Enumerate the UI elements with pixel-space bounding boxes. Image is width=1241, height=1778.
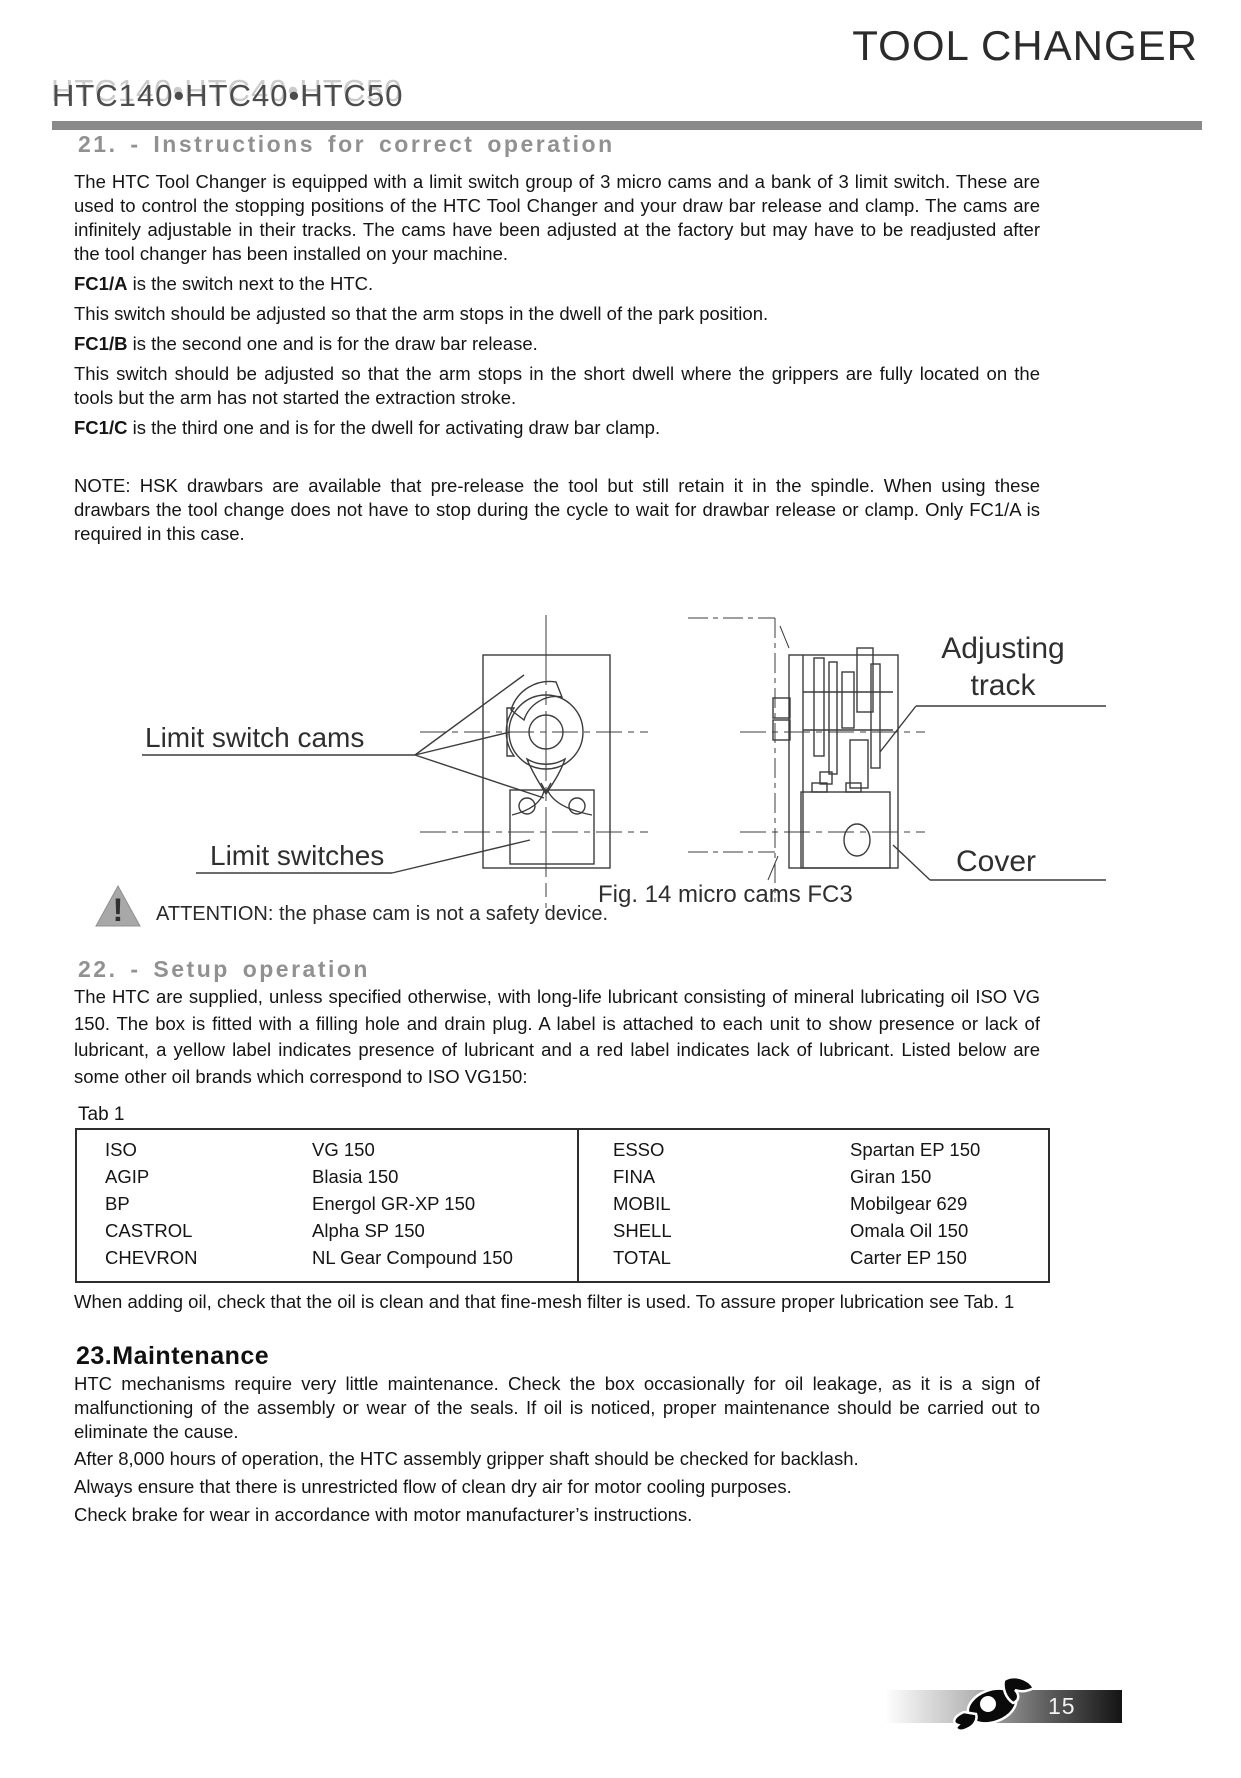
oil-name: Spartan EP 150 [850, 1139, 981, 1160]
fc1b-text: is the second one and is for the draw bar release. [127, 333, 538, 354]
paragraph-intro: The HTC Tool Changer is equipped with a limit switch group of 3 micro cams and a bank of 3 limit switch. These are used to control the stopping positions of the HTC Tool Changer and your draw bar release and clamp. The cams are infinitely adjustable in their tracks. The cams have been adjusted at the factory but may have to be readjusted after the tool changer has been installed on your machine. [74, 171, 1040, 264]
maintenance-line: Check brake for wear in accordance with motor manufacturer’s instructions. [74, 1504, 693, 1525]
track-clamp-1 [773, 698, 790, 718]
oil-name: VG 150 [312, 1139, 375, 1160]
section-22-heading: 22. - Setup operation [78, 956, 370, 982]
logo-bird-head [1003, 1677, 1034, 1703]
leader-cams-2 [415, 732, 510, 755]
figure-caption: Fig. 14 micro cams FC3 [598, 881, 853, 908]
oil-name: Omala Oil 150 [850, 1220, 969, 1241]
paragraph-fc1c [74, 416, 1040, 440]
table-row [105, 1136, 577, 1163]
header-rule [52, 121, 1202, 130]
fc1a-text: is the switch next to the HTC. [127, 273, 374, 294]
oil-brand: ESSO [613, 1139, 665, 1160]
oil-brand: AGIP [105, 1166, 150, 1187]
fc1c-label: FC1/C [74, 417, 128, 438]
paragraph-fc1b [74, 332, 1040, 356]
break-mark-bottom [768, 856, 778, 880]
section-21-heading: 21. - Instructions for correct operation [78, 131, 615, 157]
cam-lobe-top [511, 681, 562, 720]
paragraph-fc1a-note: This switch should be adjusted so that the arm stops in the dwell of the park position. [74, 303, 769, 324]
maintenance-paragraph: HTC mechanisms require very little maintenance. Check the box occasionally for oil leakage, as it is a sign of malfunctioning of the assembly or wear of the seals. If oil is noticed, proper maintenance should be carried out to eliminate the cause. [74, 1373, 1040, 1442]
page-title: TOOL CHANGER [852, 22, 1198, 69]
break-mark-top [780, 626, 789, 648]
oil-table-right-section [579, 1130, 1048, 1281]
page-number: 15 [1048, 1693, 1076, 1719]
cam-block-lower [850, 740, 868, 788]
model-codes: HTC140•HTC40•HTC50 [52, 78, 404, 113]
fc1a-label: FC1/A [74, 273, 128, 294]
after-table-note: When adding oil, check that the oil is clean and that fine-mesh filter is used. To assure proper lubrication see Tab. 1 [74, 1291, 1015, 1312]
table-row [613, 1163, 1048, 1190]
track-clamp-2 [773, 720, 790, 740]
oil-table-left-section [77, 1130, 579, 1281]
warning-triangle-icon [94, 884, 142, 928]
switch-lever-left [512, 791, 544, 815]
fc1b-label: FC1/B [74, 333, 128, 354]
table-row [613, 1136, 1048, 1163]
side-view-plate [789, 655, 898, 868]
oil-brand: MOBIL [613, 1193, 671, 1214]
oil-brand: TOTAL [613, 1247, 671, 1268]
cam-bar-3 [842, 672, 854, 728]
figure-micro-cams [0, 540, 1241, 918]
logo-tail [954, 1712, 976, 1731]
maintenance-line: After 8,000 hours of operation, the HTC assembly gripper shaft should be checked for backlash. [74, 1448, 859, 1469]
cam-bar-2 [829, 662, 837, 774]
oil-brand: SHELL [613, 1220, 672, 1241]
section-21-body [74, 170, 1040, 552]
table-row [105, 1190, 577, 1217]
section-22-paragraph: The HTC are supplied, unless specified otherwise, with long-life lubricant consisting of mineral lubricating oil ISO VG 150. The box is fitted with a filling hole and drain plug. A label is attached to each unit to show presence or lack of lubricant, a yellow label indicates presence of lubricant and a red label indicates lack of lubricant. Listed below are some other oil brands which correspond to ISO VG150: [74, 986, 1040, 1087]
table-label: Tab 1 [78, 1104, 125, 1125]
cam-bar-1 [814, 658, 824, 756]
label-cover: Cover [956, 845, 1037, 878]
oil-brand: CASTROL [105, 1220, 193, 1241]
oil-brand: ISO [105, 1139, 137, 1160]
label-limit-switch-cams: Limit switch cams [145, 722, 365, 753]
table-row [613, 1244, 1048, 1271]
table-row [105, 1244, 577, 1271]
attention-row [94, 884, 608, 928]
oil-name: Mobilgear 629 [850, 1193, 968, 1214]
oil-name: Energol GR-XP 150 [312, 1193, 476, 1214]
attention-text: ATTENTION: the phase cam is not a safety device. [156, 903, 609, 925]
oil-name: Carter EP 150 [850, 1247, 967, 1268]
oil-name: Blasia 150 [312, 1166, 399, 1187]
warning-exclamation-glyph: ! [112, 892, 124, 928]
limit-switch-box [510, 790, 594, 864]
table-row [613, 1190, 1048, 1217]
paragraph-fc1b-note: This switch should be adjusted so that the arm stops in the short dwell where the grippers are fully located on the tools but the arm has not started the extraction stroke. [74, 363, 1040, 408]
label-adjusting: Adjusting [941, 632, 1065, 665]
cover-box [801, 792, 890, 868]
paragraph-fc1a [74, 272, 1040, 296]
fc1c-text: is the third one and is for the dwell for activating draw bar clamp. [127, 417, 661, 438]
oil-brand: CHEVRON [105, 1247, 198, 1268]
oil-name: NL Gear Compound 150 [312, 1247, 513, 1268]
manufacturer-logo [950, 1668, 1042, 1732]
label-limit-switches: Limit switches [210, 840, 385, 871]
table-row [105, 1163, 577, 1190]
table-row [105, 1217, 577, 1244]
oil-name: Alpha SP 150 [312, 1220, 425, 1241]
section-23-body [74, 1372, 1040, 1528]
oil-brand: FINA [613, 1166, 656, 1187]
oil-brands-table [75, 1128, 1050, 1283]
paragraph-note-hsk: NOTE: HSK drawbars are available that pre-release the tool but still retain it in the spindle. When using these drawbars the tool change does not have to stop during the cycle to wait for drawbar release or clamp. Only FC1/A is required in this case. [74, 475, 1040, 544]
oil-brand: BP [105, 1193, 130, 1214]
logo-ring-hole [980, 1696, 996, 1712]
table-row [613, 1217, 1048, 1244]
oil-name: Giran 150 [850, 1166, 932, 1187]
cover-hole [844, 824, 870, 856]
section-23-heading: 23.Maintenance [76, 1342, 270, 1370]
label-track: track [970, 669, 1036, 702]
maintenance-line: Always ensure that there is unrestricted flow of clean dry air for motor cooling purposes. [74, 1476, 792, 1497]
